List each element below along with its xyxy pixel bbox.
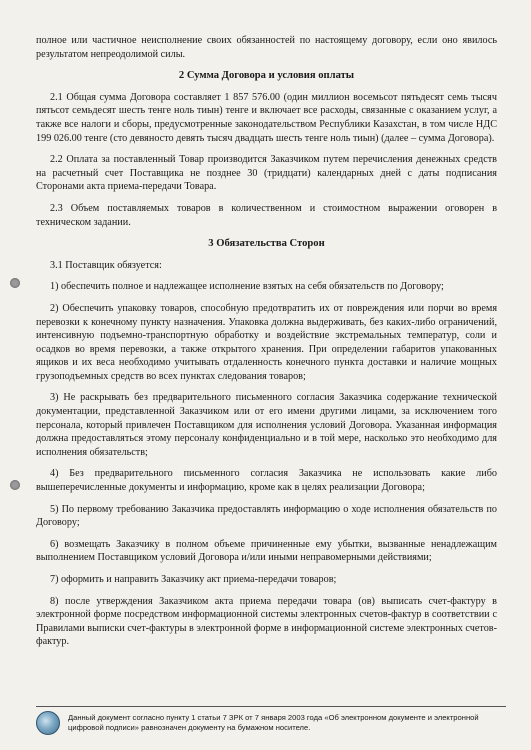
obligation-3: 3) Не раскрывать без предварительного письменного согласия Заказчика содержание технической документации, представленной Заказчиком или от его имени другими лицами, за исключением того персонала, который привлечен Поставщиком для исполнения условий Договора. Указанная информация должна предоставляться этому персоналу конфиденциально и в той мере, насколько это необходимо для исполнения обязательств; (36, 392, 497, 458)
obligation-6: 6) возмещать Заказчику в полном объеме причиненные ему убытки, вызванные ненадлежащим выполнением Поставщиком условий Договора и/или иными неправомерными действиями; (36, 538, 497, 564)
footer-text: Данный документ согласно пункту 1 статьи 7 ЗРК от 7 января 2003 года «Об электронном документе и электронной цифровой подписи» равнозначен документу на бумажном носителе. (68, 713, 479, 732)
obligation-7: 7) оформить и направить Заказчику акт приема-передачи товаров; (50, 574, 337, 585)
clause-2-2: 2.2 Оплата за поставленный Товар производится Заказчиком путем перечисления денежных средств на расчетный счет Поставщика не позднее 30 (тридцати) календарных дней с даты подписания Сторонами акта приема-передачи Товара. (36, 154, 497, 193)
obligation-1: 1) обеспечить полное и надлежащее исполнение взятых на себя обязательств по Договору; (50, 281, 444, 293)
obligation-8: 8) после утверждения Заказчиком акта приема передачи товара (ов) выписать счет-фактуру в электронной форме посредством информационной системы электронных счетов-фактур в соответствии с Правилами выписки счет-фактуры в электронной форме в информационной системе электронных счетов-фактур. (36, 595, 497, 648)
footer-note (36, 706, 506, 735)
obligation-4: 4) Без предварительного письменного согласия Заказчика не использовать какие либо вышеперечисленные документы и информацию, кроме как в целях реализации Договора; (36, 468, 497, 494)
obligation-2: 2) Обеспечить упаковку товаров, способную предотвратить их от повреждения или порчи во время перевозки к конечному пункту назначения. Упаковка должна выдерживать, без каких-либо ограничений, интенсивную подъемно-транспортную обработку и воздействие экстремальных температур, соли и осадков во время перевозки, а также открытого хранения. При определении габаритов упакованных ящиков и их веса необходимо учитывать отдаленность конечного пункта доставки и наличие мощных грузоподъемных средств во всех пунктах следования товаров; (36, 302, 497, 382)
clause-2-1: 2.1 Общая сумма Договора составляет 1 857 576.00 (один миллион восемьсот пятьдесят семь тысяч пятьсот семьдесят шесть тенге ноль тиын) тенге и включает все расходы, связанные с оказанием услуг, а также все налоги и сборы, предусмотренные законодательством Республики Казахстан, в том числе НДС 199 026.00 тенге (сто девяносто девять тысяч двадцать шесть тенге ноль тиын) (далее – сумма Договора). (36, 91, 497, 144)
clause-2-3: 2.3 Объем поставляемых товаров в количественном и стоимостном выражении оговорен в техническом задании. (36, 202, 497, 228)
section-3-title: 3 Обязательства Сторон (208, 238, 325, 250)
obligation-5: 5) По первому требованию Заказчика предоставлять информацию о ходе исполнения обязательств по Договору; (36, 503, 497, 529)
punch-hole (10, 278, 20, 288)
punch-hole (10, 480, 20, 490)
e-signature-seal-icon (36, 711, 60, 735)
intro-paragraph: полное или частичное неисполнение своих обязанностей по настоящему договору, если оно явилось результатом непреодолимой силы. (36, 35, 497, 60)
section-2-title: 2 Сумма Договора и условия оплаты (178, 70, 355, 82)
clause-3-1: 3.1 Поставщик обязуется: (50, 259, 162, 271)
document-body (36, 34, 497, 655)
